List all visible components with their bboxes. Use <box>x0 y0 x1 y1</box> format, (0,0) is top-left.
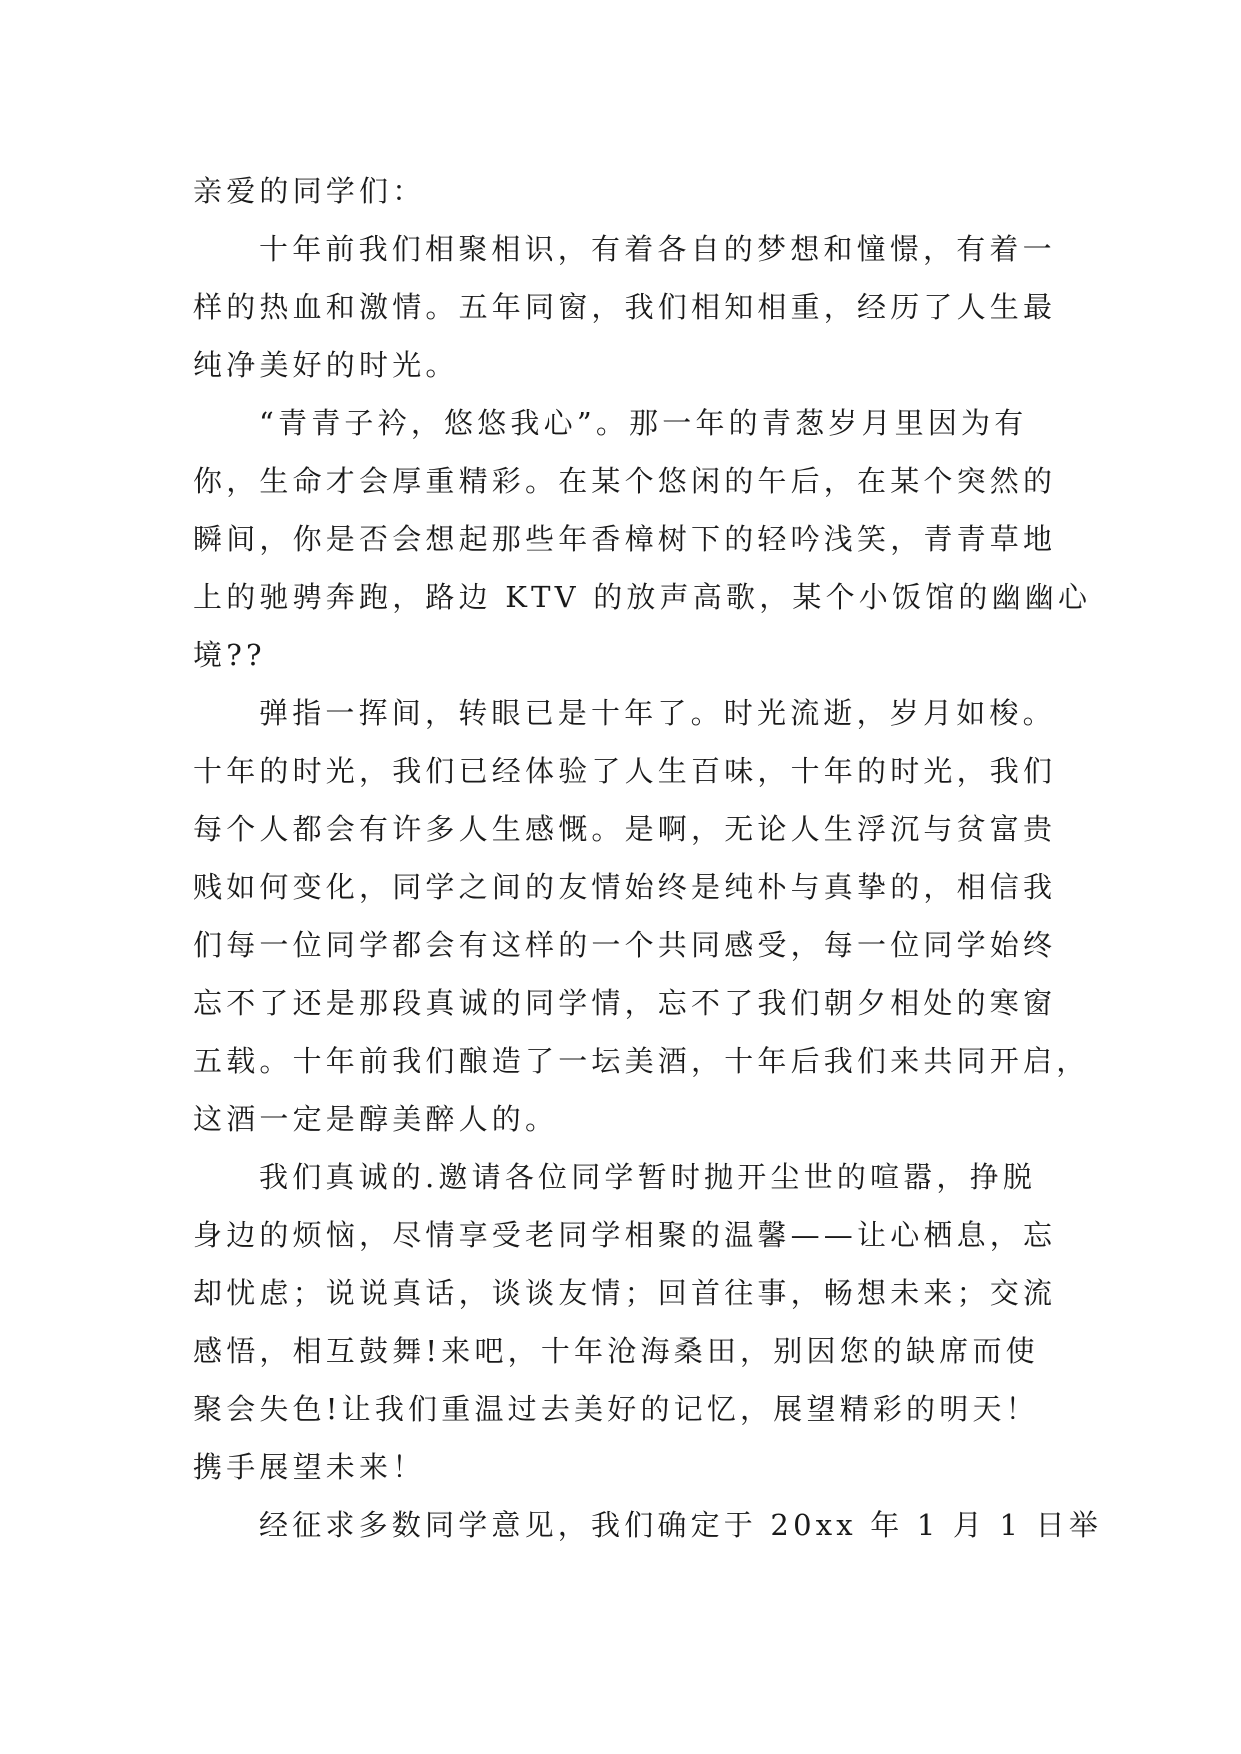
text-line: “青青子衿，悠悠我心”。那一年的青葱岁月里因为有 <box>259 406 1028 440</box>
text-line: 忘不了还是那段真诚的同学情，忘不了我们朝夕相处的寒窗 <box>193 986 1057 1020</box>
text-line: 每个人都会有许多人生感慨。是啊，无论人生浮沉与贫富贵 <box>193 812 1057 846</box>
text-line: 这酒一定是醇美醉人的。 <box>193 1102 559 1136</box>
text-line: 纯净美好的时光。 <box>193 348 459 382</box>
invitation-letter-body <box>193 162 1103 1554</box>
text-line: 十年前我们相聚相识，有着各自的梦想和憧憬，有着一 <box>259 232 1056 266</box>
text-line: 感悟，相互鼓舞!来吧，十年沧海桑田，别因您的缺席而使 <box>193 1334 1039 1368</box>
text-line: 十年的时光，我们已经体验了人生百味，十年的时光，我们 <box>193 754 1057 788</box>
text-line: 经征求多数同学意见，我们确定于 20xx 年 1 月 1 日举 <box>259 1508 1103 1542</box>
text-line: 却忧虑；说说真话，谈谈友情；回首往事，畅想未来；交流 <box>193 1276 1057 1310</box>
salutation-line: 亲爱的同学们： <box>193 174 426 208</box>
text-line: 身边的烦恼，尽情享受老同学相聚的温馨——让心栖息，忘 <box>193 1218 1057 1252</box>
text-line: 境?? <box>193 638 266 672</box>
text-line: 上的驰骋奔跑，路边 KTV 的放声高歌，某个小饭馆的幽幽心 <box>193 580 1092 614</box>
text-line: 携手展望未来！ <box>193 1450 426 1484</box>
text-line: 贱如何变化，同学之间的友情始终是纯朴与真挚的，相信我 <box>193 870 1057 904</box>
text-line: 五载。十年前我们酿造了一坛美酒，十年后我们来共同开启， <box>193 1044 1090 1078</box>
text-line: 聚会失色!让我们重温过去美好的记忆，展望精彩的明天！ <box>193 1392 1039 1426</box>
text-line: 样的热血和激情。五年同窗，我们相知相重，经历了人生最 <box>193 290 1057 324</box>
text-line: 我们真诚的.邀请各位同学暂时抛开尘世的喧嚣，挣脱 <box>259 1160 1037 1194</box>
text-line: 们每一位同学都会有这样的一个共同感受，每一位同学始终 <box>193 928 1057 962</box>
text-line: 瞬间，你是否会想起那些年香樟树下的轻吟浅笑，青青草地 <box>193 522 1057 556</box>
text-line: 弹指一挥间，转眼已是十年了。时光流逝，岁月如梭。 <box>259 696 1056 730</box>
text-line: 你，生命才会厚重精彩。在某个悠闲的午后，在某个突然的 <box>193 464 1057 498</box>
